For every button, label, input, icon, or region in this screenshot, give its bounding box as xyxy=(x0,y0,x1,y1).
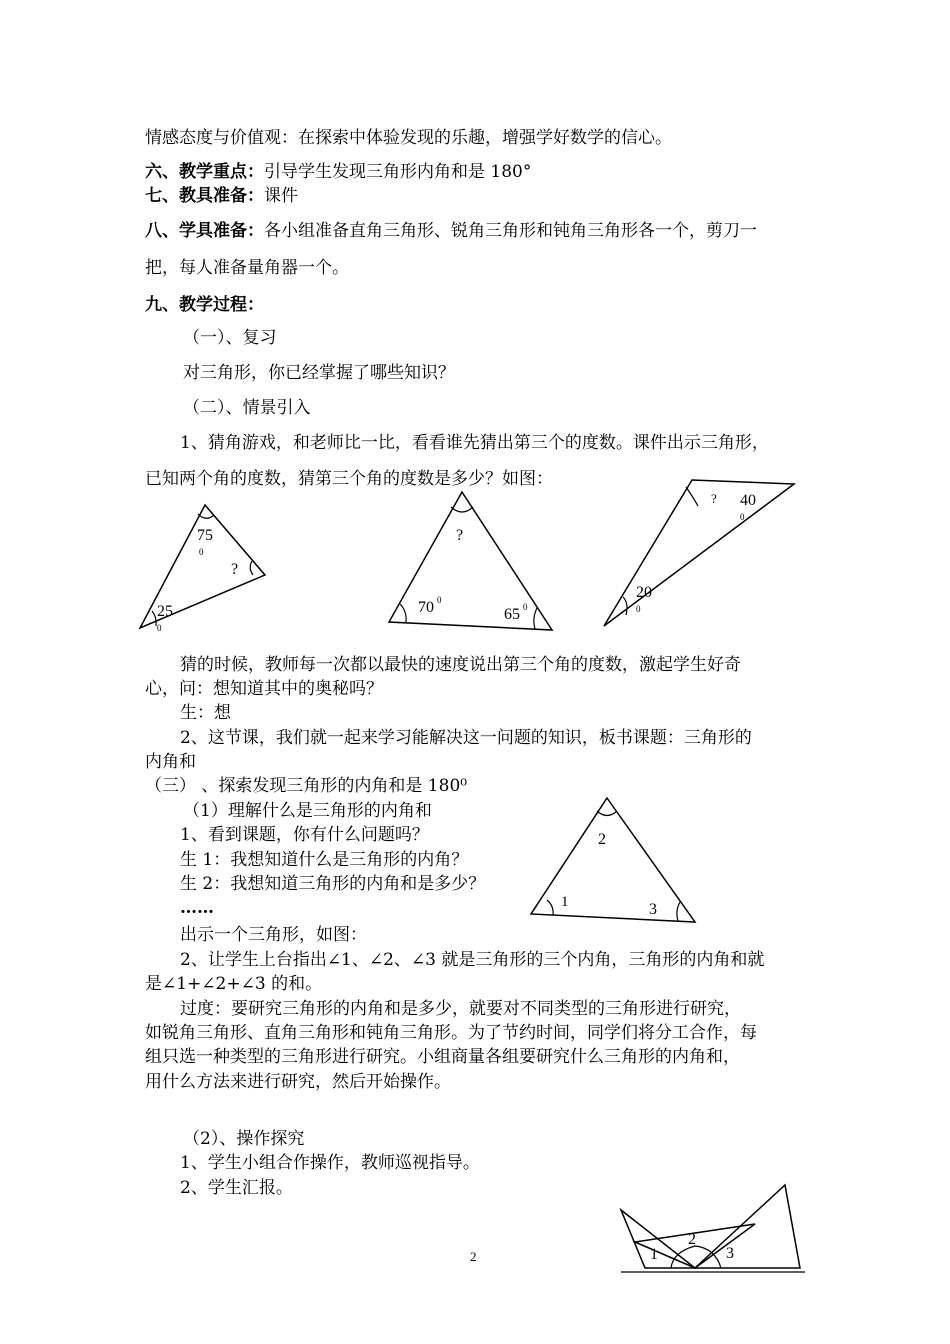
angle-label-top: 75 xyxy=(197,527,213,544)
angle-degree-mark: 0 xyxy=(199,547,204,557)
heading-content: 各小组准备直角三角形、锐角三角形和钝角三角形各一个，剪刀一 xyxy=(264,221,757,241)
angle-label-left: 25 xyxy=(157,603,173,620)
angle-label-top: ? xyxy=(711,491,717,506)
text-line: …… xyxy=(180,898,214,918)
heading-student-materials xyxy=(145,220,757,242)
page-number: 2 xyxy=(470,1249,477,1264)
angle-degree-mark: 0 xyxy=(523,602,528,612)
text-line: 1、学生小组合作操作，教师巡视指导。 xyxy=(180,1153,480,1173)
angle-label-left: 20 xyxy=(636,584,652,601)
triangle-figure-3 xyxy=(598,475,798,630)
heading-teaching-aids xyxy=(145,185,298,207)
text-line: 用什么方法来进行研究，然后开始操作。 xyxy=(145,1072,451,1092)
angle-degree-mark: 0 xyxy=(740,512,745,522)
section-heading: （2）、操作探究 xyxy=(183,1129,305,1149)
text-line: 把，每人准备量角器一个。 xyxy=(145,258,349,278)
text-line: 已知两个角的度数，猜第三个角的度数是多少？如图： xyxy=(145,469,553,489)
text-line: 猜的时候，教师每一次都以最快的速度说出第三个角的度数，激起学生好奇 xyxy=(180,655,741,675)
text-line: 生 2：我想知道三角形的内角和是多少？ xyxy=(180,874,486,894)
angle-label-right: 65 xyxy=(504,606,520,623)
angle-label-3: 3 xyxy=(649,901,657,918)
angle-label-1: 1 xyxy=(650,1246,658,1263)
triangle-figure-2 xyxy=(380,487,560,635)
section-heading: （二）、情景引入 xyxy=(183,398,311,418)
text-line: 生：想 xyxy=(180,703,231,723)
triangle-figure-1 xyxy=(135,500,275,640)
section-heading: （三） 、探索发现三角形的内角和是 180⁰ xyxy=(145,776,468,796)
section-heading: （一）、复习 xyxy=(183,328,277,348)
angle-label-top: ? xyxy=(456,527,464,544)
heading-label: 六、教学重点： xyxy=(145,162,264,182)
text-line: 出示一个三角形，如图： xyxy=(180,925,367,945)
heading-content: 引导学生发现三角形内角和是 180° xyxy=(264,162,532,182)
text-line: 对三角形，你已经掌握了哪些知识？ xyxy=(183,363,455,383)
angle-label-1: 1 xyxy=(561,894,569,910)
angle-label-2: 2 xyxy=(598,831,606,848)
heading-content: 课件 xyxy=(264,186,298,206)
heading-label: 七、教具准备： xyxy=(145,186,264,206)
text-line: 1、猜角游戏，和老师比一比，看看谁先猜出第三个的度数。课件出示三角形， xyxy=(180,433,769,453)
triangle-figure-4 xyxy=(525,792,705,927)
angle-label-left: 70 xyxy=(418,599,434,616)
angle-label-3: 3 xyxy=(726,1245,734,1262)
text-line: 组只选一种类型的三角形进行研究。小组商量各组要研究什么三角形的内角和， xyxy=(145,1047,740,1067)
text-line: 心，问：想知道其中的奥秘吗？ xyxy=(145,679,383,699)
text-line: 2、学生汇报。 xyxy=(180,1178,293,1198)
heading-teaching-process: 九、教学过程： xyxy=(145,295,264,315)
angle-label-right: ? xyxy=(231,561,239,578)
angle-degree-mark: 0 xyxy=(437,595,442,605)
heading-key-points xyxy=(145,161,531,183)
angle-degree-mark: 0 xyxy=(157,623,162,633)
angle-label-2: 2 xyxy=(688,1231,696,1248)
triangle-figure-5 xyxy=(615,1180,810,1275)
text-line: 过度：要研究三角形的内角和是多少，就要对不同类型的三角形进行研究， xyxy=(180,999,741,1019)
text-line: 生 1：我想知道什么是三角形的内角？ xyxy=(180,850,469,870)
text-line: 情感态度与价值观：在探索中体验发现的乐趣，增强学好数学的信心。 xyxy=(145,128,672,148)
heading-label: 八、学具准备： xyxy=(145,221,264,241)
angle-label-top-2: 40 xyxy=(740,492,756,509)
text-line: 是∠1+∠2+∠3 的和。 xyxy=(145,974,323,994)
angle-degree-mark: 0 xyxy=(636,604,641,614)
text-line: （1）理解什么是三角形的内角和 xyxy=(183,801,432,821)
text-line: 内角和 xyxy=(145,752,196,772)
text-line: 如锐角三角形、直角三角形和钝角三角形。为了节约时间，同学们将分工合作，每 xyxy=(145,1023,757,1043)
text-line: 2、让学生上台指出∠1、∠2、∠3 就是三角形的三个内角，三角形的内角和就 xyxy=(180,950,765,970)
text-line: 2、这节课，我们就一起来学习能解决这一问题的知识，板书课题：三角形的 xyxy=(180,728,752,748)
text-line: 1、看到课题，你有什么问题吗？ xyxy=(180,825,429,845)
